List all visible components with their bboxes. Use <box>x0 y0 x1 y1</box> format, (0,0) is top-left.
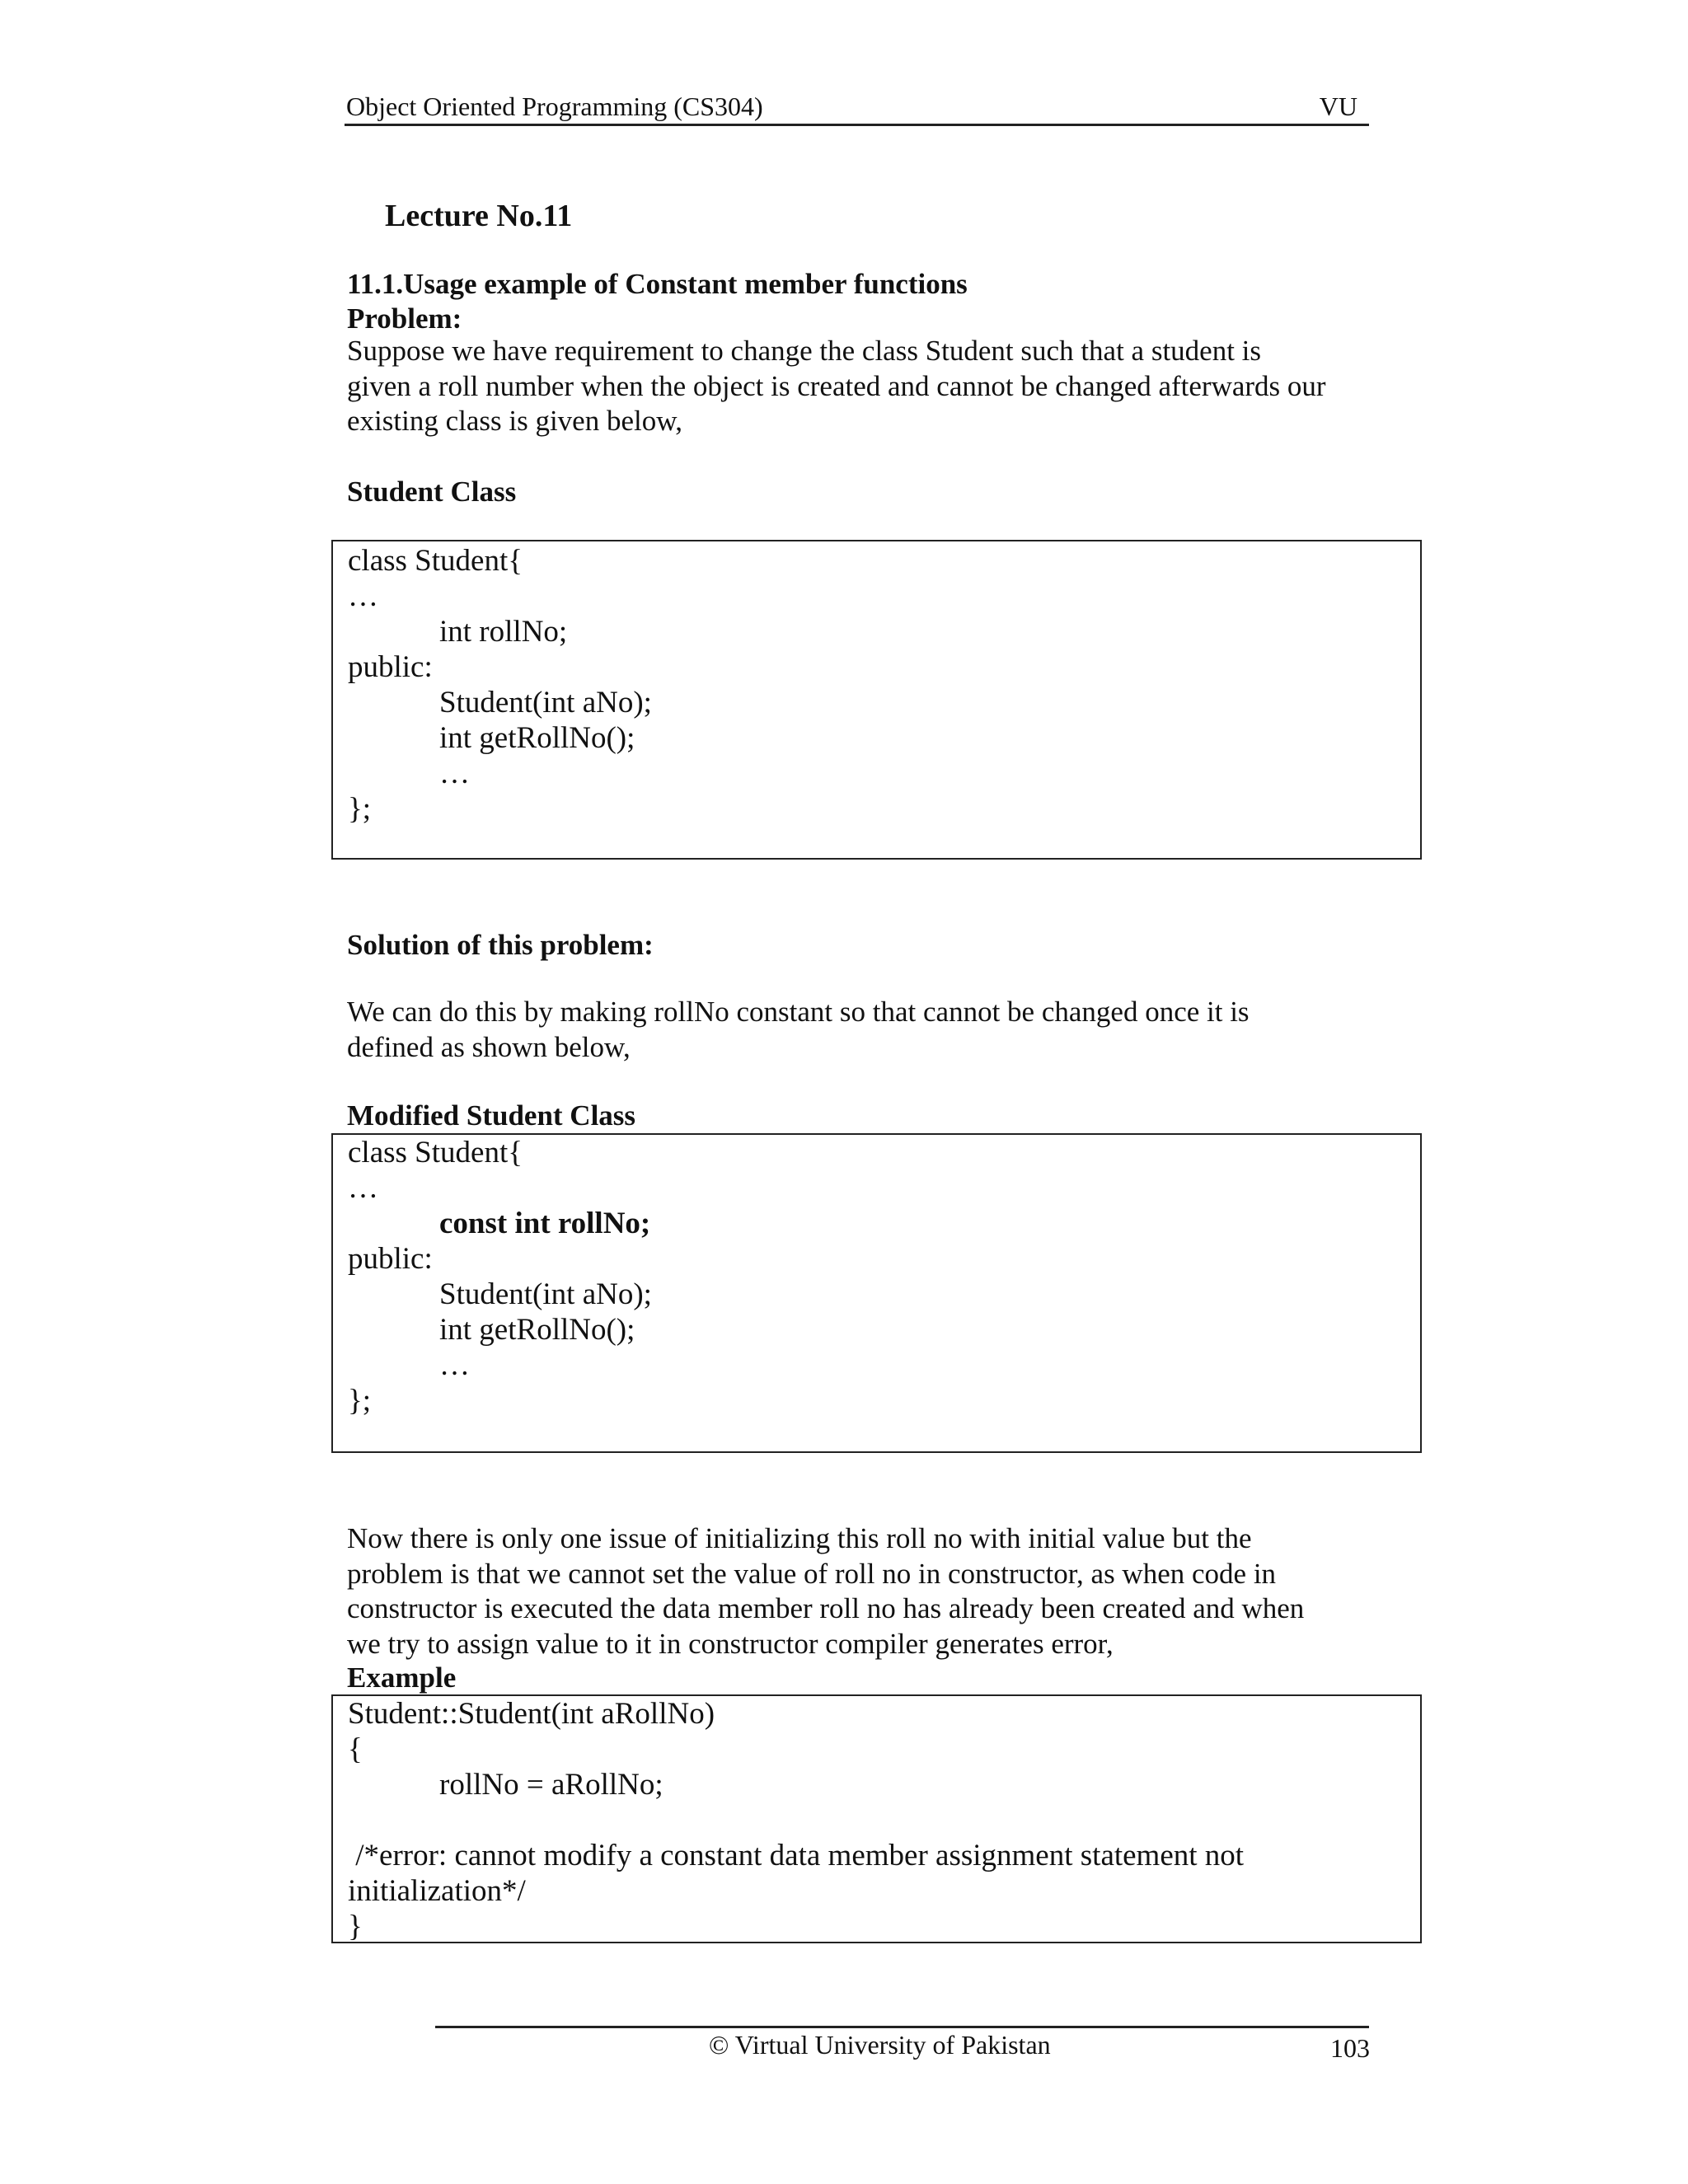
code-line: } <box>348 1910 363 1943</box>
problem-line: given a roll number when the object is created and cannot be changed afterwards our <box>347 369 1326 402</box>
code-line: public: <box>348 650 433 684</box>
issue-line: problem is that we cannot set the value of roll no in constructor, as when code in <box>347 1557 1277 1590</box>
section-heading: 11.1.Usage example of Constant member functions <box>347 268 968 300</box>
code-line: public: <box>348 1242 433 1276</box>
code-line: rollNo = aRollNo; <box>439 1768 663 1802</box>
code-line: … <box>348 579 378 613</box>
footer-copyright: © Virtual University of Pakistan <box>709 2030 1051 2060</box>
example-heading: Example <box>347 1661 457 1694</box>
code-line: int getRollNo(); <box>439 721 635 755</box>
code-line <box>333 1802 1420 1838</box>
page-number: 103 <box>1330 2033 1370 2063</box>
course-title: Object Oriented Programming (CS304) <box>346 91 763 121</box>
solution-line: defined as shown below, <box>347 1030 631 1063</box>
problem-line: Suppose we have requirement to change the class Student such that a student is <box>347 335 1262 367</box>
code-line: Student(int aNo); <box>439 1277 652 1311</box>
code-line: Student(int aNo); <box>439 686 652 719</box>
code-line: initialization*/ <box>348 1874 526 1908</box>
student-class-code-box <box>331 540 1422 860</box>
solution-heading: Solution of this problem: <box>347 929 654 961</box>
code-line: … <box>348 1171 378 1205</box>
issue-paragraph <box>347 1521 1410 1661</box>
student-class-heading: Student Class <box>347 476 517 508</box>
code-line: class Student{ <box>348 544 523 578</box>
code-line: const int rollNo; <box>439 1207 651 1240</box>
institution-label: VU <box>1319 91 1357 121</box>
code-line: class Student{ <box>348 1136 523 1169</box>
problem-label: Problem: <box>347 302 462 335</box>
code-line: int rollNo; <box>439 615 568 649</box>
issue-line: constructor is executed the data member roll no has already been created and when <box>347 1592 1305 1624</box>
code-line: … <box>439 1348 470 1382</box>
code-line: int getRollNo(); <box>439 1313 635 1347</box>
example-code-box <box>331 1694 1422 1943</box>
problem-line: existing class is given below, <box>347 405 682 437</box>
solution-paragraph <box>347 995 1410 1065</box>
code-line: /*error: cannot modify a constant data member assignment statement not <box>348 1839 1245 1872</box>
issue-line: we try to assign value to it in constructor compiler generates error, <box>347 1627 1114 1660</box>
issue-line: Now there is only one issue of initializing this roll no with initial value but the <box>347 1522 1252 1554</box>
page-header <box>345 89 1369 126</box>
lecture-title: Lecture No.11 <box>385 199 573 233</box>
code-line: }; <box>348 792 372 826</box>
problem-paragraph <box>347 334 1410 439</box>
code-line: … <box>439 757 470 790</box>
code-line: Student::Student(int aRollNo) <box>348 1697 715 1731</box>
modified-class-code-box <box>331 1133 1422 1453</box>
code-line: }; <box>348 1384 372 1418</box>
modified-class-heading: Modified Student Class <box>347 1099 636 1132</box>
solution-line: We can do this by making rollNo constant so that cannot be changed once it is <box>347 996 1250 1028</box>
code-line: { <box>348 1732 363 1766</box>
